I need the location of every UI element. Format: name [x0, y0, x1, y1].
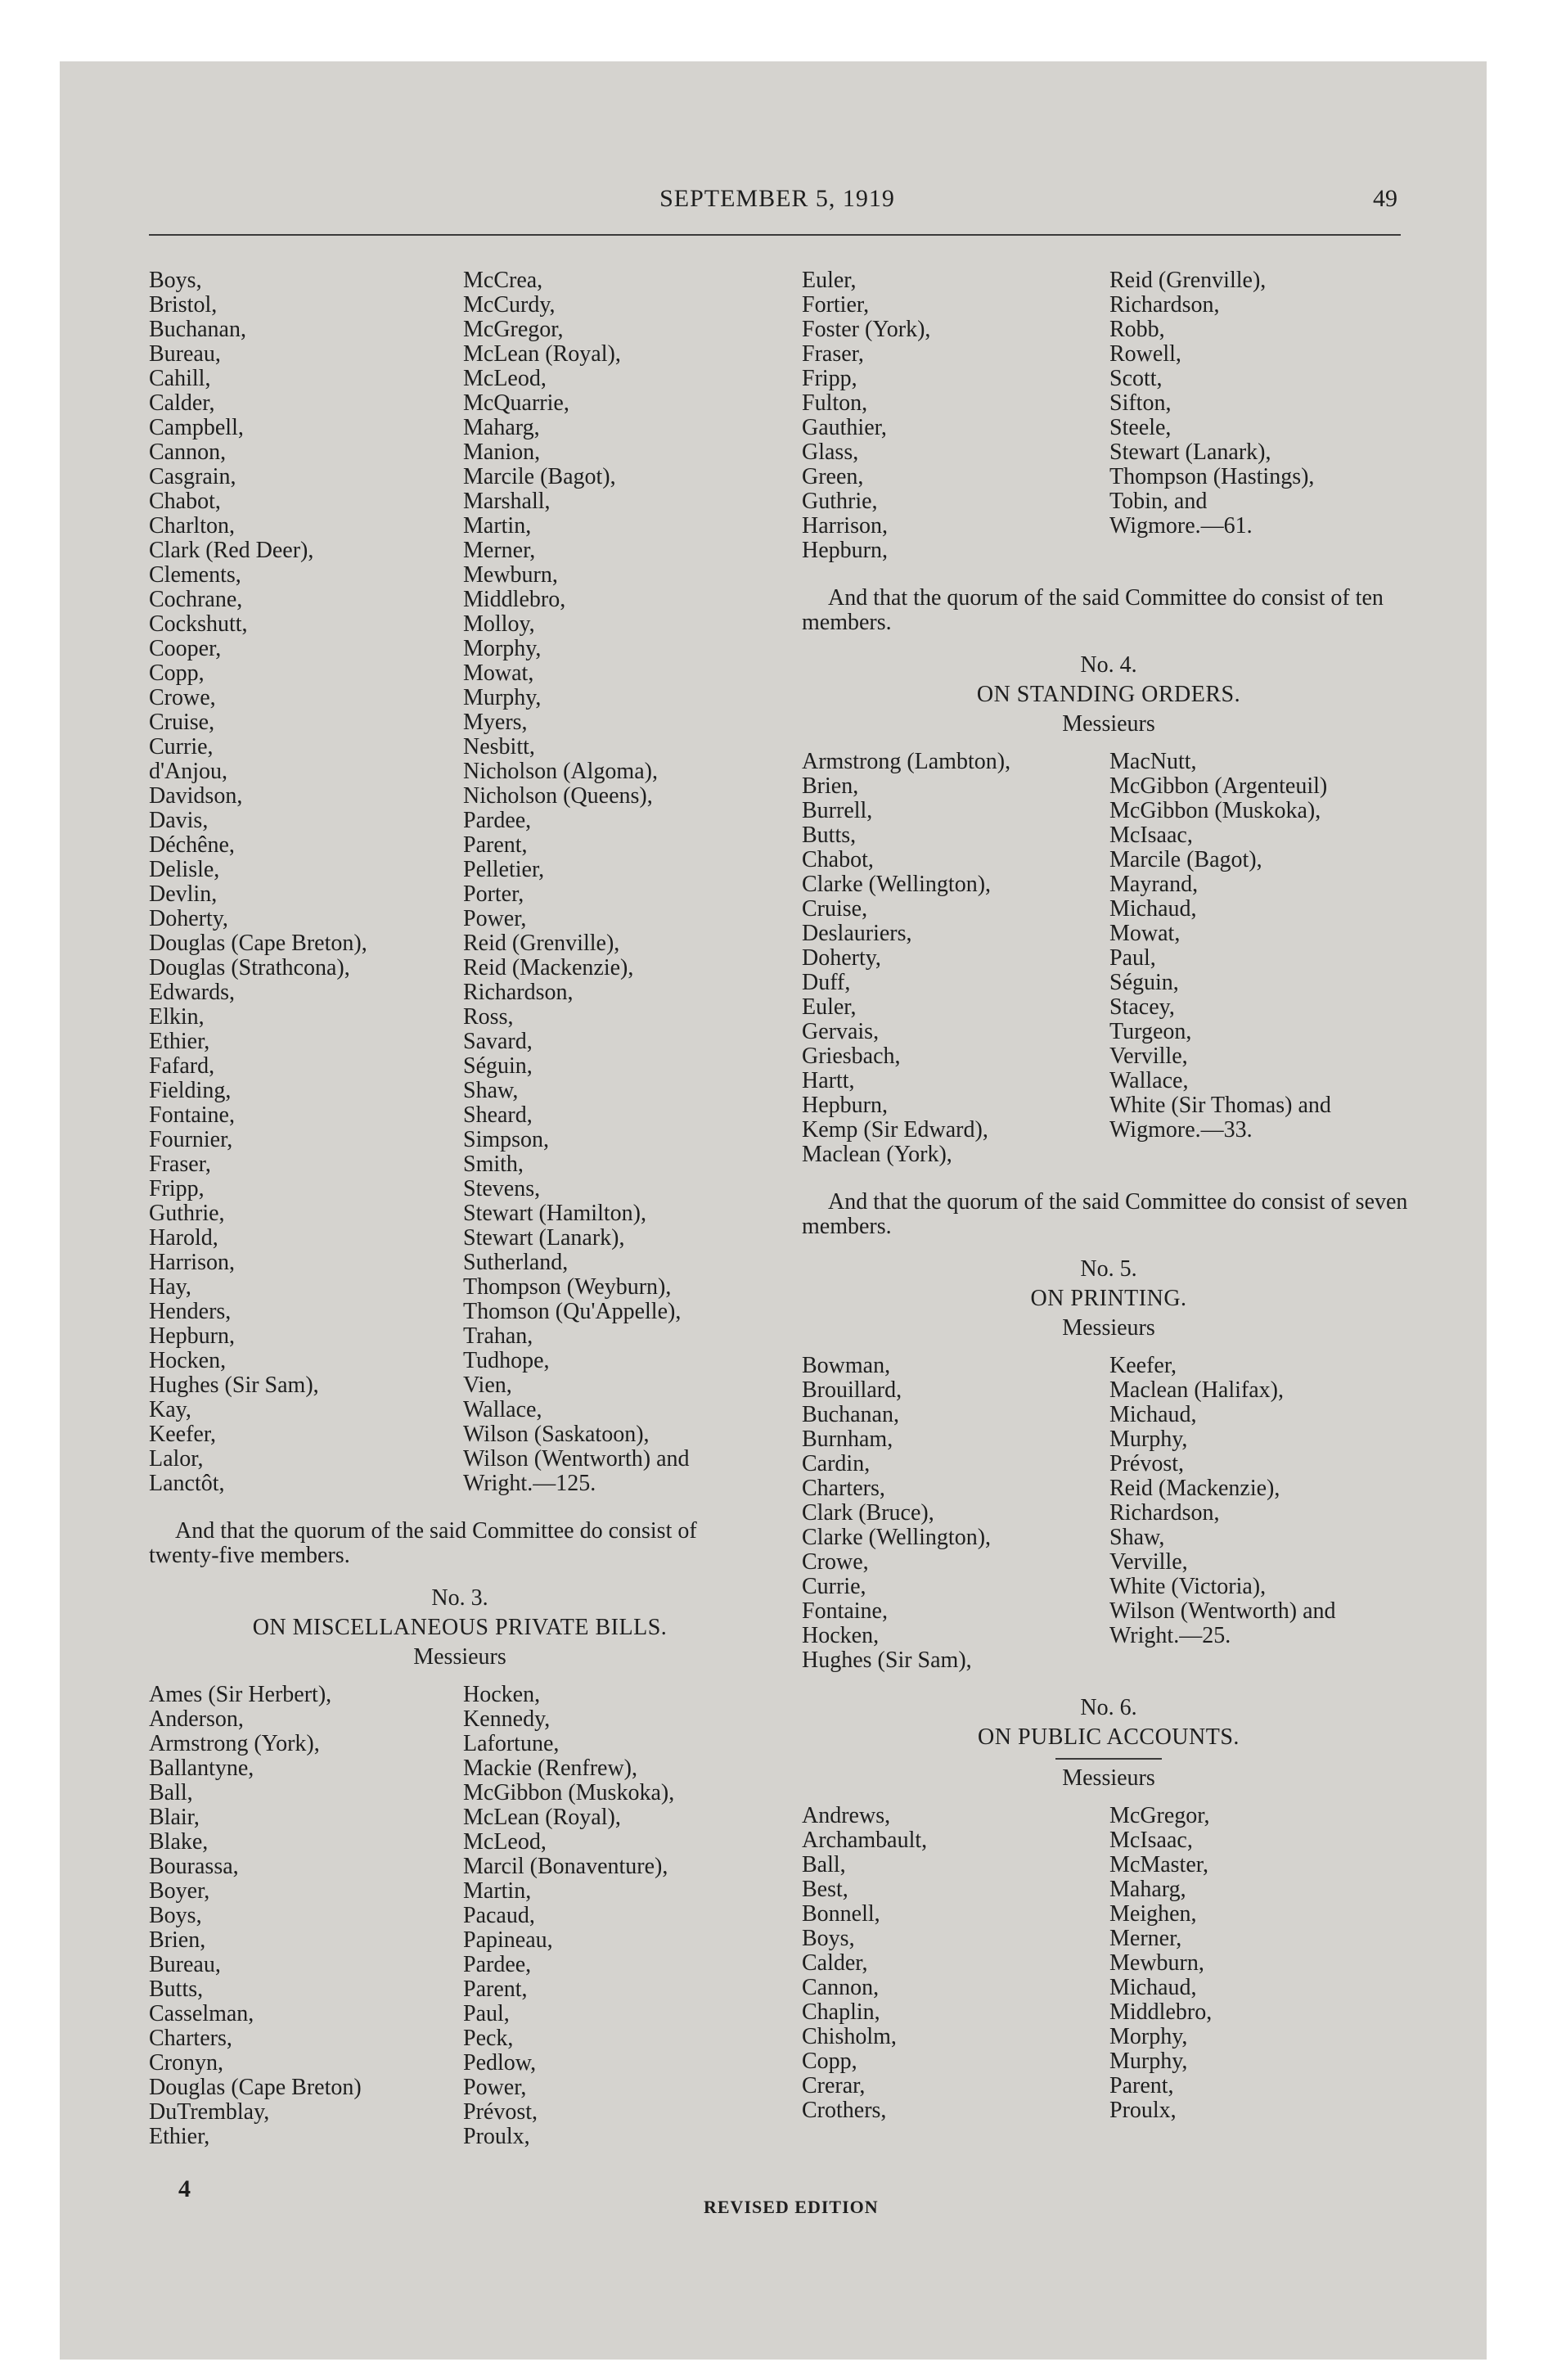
member-name: Cockshutt, — [149, 611, 248, 637]
left-column — [149, 268, 771, 2149]
member-name: Richardson, — [1109, 1500, 1220, 1526]
member-name: Maclean (Halifax), — [1109, 1377, 1284, 1403]
member-name: Bureau, — [149, 341, 221, 367]
member-list — [1109, 1804, 1415, 2123]
member-name: Bristol, — [149, 292, 218, 318]
member-name: Shaw, — [463, 1078, 519, 1103]
committee-5-members — [802, 1354, 1415, 1673]
member-name: Blair, — [149, 1805, 200, 1830]
member-name: Rowell, — [1109, 341, 1181, 367]
member-name: Manion, — [463, 439, 541, 465]
member-name: Andrews, — [802, 1803, 891, 1828]
member-name: Smith, — [463, 1152, 524, 1177]
member-name: Chisholm, — [802, 2024, 897, 2049]
member-name: McMaster, — [1109, 1852, 1208, 1877]
member-name: Séguin, — [463, 1053, 533, 1079]
page-title: SEPTEMBER 5, 1919 — [659, 185, 895, 212]
member-name: Cardin, — [802, 1451, 871, 1476]
member-name: Cooper, — [149, 636, 222, 661]
member-name: Lanctôt, — [149, 1471, 225, 1496]
member-name: Pelletier, — [463, 857, 545, 882]
member-name: Keefer, — [1109, 1353, 1177, 1378]
member-name: Blake, — [149, 1829, 209, 1855]
member-name: Thomson (Qu'Appelle), — [463, 1299, 682, 1324]
member-name: Wallace, — [1109, 1068, 1189, 1093]
member-name: Armstrong (Lambton), — [802, 749, 1011, 774]
member-name: Hay, — [149, 1274, 191, 1300]
member-name: Fielding, — [149, 1078, 232, 1103]
member-name: Cannon, — [802, 1975, 880, 2000]
member-name: Parent, — [463, 1977, 528, 2002]
member-name: Archambault, — [802, 1828, 928, 1853]
member-name: McGibbon (Argenteuil) — [1109, 773, 1328, 799]
member-name: Reid (Grenville), — [1109, 268, 1267, 293]
page-number: 49 — [1373, 185, 1397, 212]
member-list — [802, 1354, 1109, 1673]
member-list — [463, 1683, 771, 2149]
member-name: Marcile (Bagot), — [463, 464, 616, 489]
member-name: Verville, — [1109, 1044, 1188, 1069]
member-name: Duff, — [802, 970, 851, 995]
member-list — [463, 268, 771, 1496]
member-name: Chaplin, — [802, 1999, 880, 2025]
member-name: Copp, — [802, 2049, 857, 2074]
member-name: Douglas (Strathcona), — [149, 955, 350, 980]
member-name: Marshall, — [463, 489, 551, 514]
member-name: Prévost, — [1109, 1451, 1184, 1476]
member-name: Elkin, — [149, 1004, 205, 1030]
member-name: Fraser, — [802, 341, 864, 367]
member-name: Butts, — [802, 823, 857, 848]
member-name: Ames (Sir Herbert), — [149, 1682, 332, 1707]
member-name: Savard, — [463, 1029, 533, 1054]
member-name: Ballantyne, — [149, 1756, 254, 1781]
member-name: Pacaud, — [463, 1903, 535, 1928]
member-name: Papineau, — [463, 1927, 553, 1953]
member-name: Guthrie, — [802, 489, 878, 514]
committee-3 — [149, 1586, 771, 2149]
member-name: Clarke (Wellington), — [802, 1525, 992, 1550]
member-name: McGregor, — [463, 317, 564, 342]
member-name: Fraser, — [149, 1152, 211, 1177]
member-name: Pedlow, — [463, 2050, 537, 2076]
messieurs-heading: Messieurs — [1062, 711, 1155, 737]
member-name: Meighen, — [1109, 1901, 1197, 1927]
member-name: Doherty, — [149, 906, 228, 931]
member-name: Hocken, — [463, 1682, 541, 1707]
member-name: Ball, — [149, 1780, 193, 1805]
member-name: McIsaac, — [1109, 1828, 1193, 1853]
right-column — [802, 268, 1415, 2123]
member-name: McLeod, — [463, 366, 547, 391]
member-name: Pardee, — [463, 1952, 532, 1977]
member-name: Butts, — [149, 1977, 204, 2002]
member-name: Turgeon, — [1109, 1019, 1192, 1044]
member-name: Michaud, — [1109, 1402, 1197, 1427]
member-name: Campbell, — [149, 415, 244, 440]
member-name: Mewburn, — [1109, 1950, 1204, 1976]
member-name: Fortier, — [802, 292, 870, 318]
member-name: Glass, — [802, 439, 859, 465]
member-name: Maharg, — [1109, 1877, 1186, 1902]
member-name: Sifton, — [1109, 390, 1172, 416]
member-name: Middlebro, — [1109, 1999, 1213, 2025]
member-name: Prévost, — [463, 2099, 538, 2125]
member-name: Wilson (Wentworth) and — [1109, 1598, 1336, 1624]
running-head — [139, 187, 1415, 219]
member-name: Hocken, — [802, 1623, 880, 1648]
member-name: d'Anjou, — [149, 759, 228, 784]
committee-2-members-continued — [802, 268, 1415, 563]
member-name: Thompson (Weyburn), — [463, 1274, 672, 1300]
member-list — [1109, 1354, 1415, 1673]
member-name: Keefer, — [149, 1422, 217, 1447]
member-name: Henders, — [149, 1299, 232, 1324]
member-name: McLean (Royal), — [463, 1805, 621, 1830]
member-name: Lafortune, — [463, 1731, 560, 1756]
member-list — [802, 750, 1109, 1167]
header-rule — [149, 234, 1401, 236]
member-name: Cahill, — [149, 366, 211, 391]
member-name: Séguin, — [1109, 970, 1179, 995]
member-name: Steele, — [1109, 415, 1172, 440]
member-name: Stewart (Lanark), — [1109, 439, 1271, 465]
member-name: McGibbon (Muskoka), — [463, 1780, 675, 1805]
member-name: Calder, — [149, 390, 215, 416]
member-name: Guthrie, — [149, 1201, 225, 1226]
member-name: Myers, — [463, 710, 528, 735]
member-name: Fontaine, — [149, 1102, 235, 1128]
member-name: Sheard, — [463, 1102, 533, 1128]
edition-label: REVISED EDITION — [704, 2197, 879, 2217]
member-name: Mowat, — [1109, 921, 1181, 946]
member-name: Reid (Mackenzie), — [463, 955, 634, 980]
member-name: Clarke (Wellington), — [802, 872, 992, 897]
member-name: Verville, — [1109, 1549, 1188, 1575]
member-name: Boys, — [149, 1903, 202, 1928]
committee-title: ON PRINTING. — [1030, 1286, 1187, 1311]
member-name: Maharg, — [463, 415, 540, 440]
member-name: Morphy, — [463, 636, 542, 661]
member-name: Harold, — [149, 1225, 218, 1251]
member-name: Bowman, — [802, 1353, 891, 1378]
member-name: Fafard, — [149, 1053, 215, 1079]
member-name: Parent, — [463, 832, 528, 858]
signature-mark: 4 — [178, 2175, 191, 2202]
member-list — [802, 1804, 1109, 2123]
member-name: Stacey, — [1109, 994, 1175, 1020]
member-list — [149, 268, 463, 1496]
member-name: Doherty, — [802, 945, 881, 971]
member-name: Bourassa, — [149, 1854, 239, 1879]
messieurs-heading: Messieurs — [1062, 1315, 1155, 1341]
member-name: Casgrain, — [149, 464, 236, 489]
member-name: McGibbon (Muskoka), — [1109, 798, 1321, 823]
member-name: Reid (Mackenzie), — [1109, 1476, 1280, 1501]
committee-number: No. 6. — [1080, 1695, 1137, 1720]
member-name: Mowat, — [463, 660, 534, 686]
member-name: Clark (Red Deer), — [149, 538, 314, 563]
member-name: McQuarrie, — [463, 390, 569, 416]
quorum-note: And that the quorum of the said Committee do consist of ten members. — [802, 585, 1384, 635]
member-name: Anderson, — [149, 1706, 244, 1732]
member-name: Fournier, — [149, 1127, 233, 1152]
messieurs-heading: Messieurs — [413, 1644, 506, 1670]
member-name: Michaud, — [1109, 896, 1197, 922]
member-name: Stewart (Hamilton), — [463, 1201, 646, 1226]
committee-2-members — [149, 268, 771, 1496]
member-name: Ball, — [802, 1852, 846, 1877]
member-name: Brien, — [149, 1927, 206, 1953]
messieurs-heading: Messieurs — [1062, 1765, 1155, 1791]
committee-number: No. 3. — [431, 1585, 488, 1611]
member-name: Wallace, — [463, 1397, 542, 1422]
committee-number: No. 4. — [1080, 652, 1137, 678]
quorum-note: And that the quorum of the said Committee do consist of twenty-five members. — [149, 1518, 697, 1568]
member-name: Clark (Bruce), — [802, 1500, 934, 1526]
member-name: Tobin, and — [1109, 489, 1208, 514]
member-name: Griesbach, — [802, 1044, 901, 1069]
member-name: Kemp (Sir Edward), — [802, 1117, 988, 1143]
member-name: Parent, — [1109, 2073, 1174, 2098]
quorum-note: And that the quorum of the said Committee do consist of seven members. — [802, 1189, 1408, 1239]
member-name: Hughes (Sir Sam), — [802, 1648, 972, 1673]
member-name: Murphy, — [1109, 1427, 1188, 1452]
member-name: Michaud, — [1109, 1975, 1197, 2000]
member-name: Marcil (Bonaventure), — [463, 1854, 668, 1879]
member-name: Cannon, — [149, 439, 227, 465]
member-name: Stevens, — [463, 1176, 541, 1201]
member-name: Mewburn, — [463, 562, 558, 588]
member-name: Wigmore.—61. — [1109, 513, 1253, 539]
member-name: Calder, — [802, 1950, 868, 1976]
member-name: Hughes (Sir Sam), — [149, 1373, 319, 1398]
member-name: Edwards, — [149, 980, 235, 1005]
member-name: Maclean (York), — [802, 1142, 952, 1167]
member-name: Stewart (Lanark), — [463, 1225, 625, 1251]
member-name: Brien, — [802, 773, 859, 799]
member-name: Buchanan, — [149, 317, 246, 342]
member-name: Paul, — [1109, 945, 1156, 971]
member-name: Shaw, — [1109, 1525, 1165, 1550]
member-name: Power, — [463, 906, 527, 931]
member-name: Thompson (Hastings), — [1109, 464, 1315, 489]
committee-number: No. 5. — [1080, 1256, 1137, 1282]
member-name: Pardee, — [463, 808, 532, 833]
member-name: Proulx, — [463, 2124, 530, 2149]
member-name: DuTremblay, — [149, 2099, 270, 2125]
member-name: Bureau, — [149, 1952, 221, 1977]
member-list — [1109, 268, 1415, 563]
member-name: Kay, — [149, 1397, 191, 1422]
member-name: Martin, — [463, 1878, 532, 1904]
member-name: Boys, — [802, 1926, 855, 1951]
committee-6-members — [802, 1804, 1415, 2123]
member-name: Molloy, — [463, 611, 535, 637]
member-name: Lalor, — [149, 1446, 204, 1472]
member-name: Fripp, — [149, 1176, 205, 1201]
member-name: Boys, — [149, 268, 202, 293]
member-name: Merner, — [1109, 1926, 1182, 1951]
member-name: Harrison, — [802, 513, 888, 539]
member-name: Burrell, — [802, 798, 873, 823]
member-name: Crothers, — [802, 2098, 887, 2123]
committee-3-members — [149, 1683, 771, 2149]
member-name: Peck, — [463, 2026, 514, 2051]
member-list — [802, 268, 1109, 563]
member-name: Hocken, — [149, 1348, 227, 1373]
member-name: McGregor, — [1109, 1803, 1210, 1828]
member-name: Wigmore.—33. — [1109, 1117, 1253, 1143]
member-name: Middlebro, — [463, 587, 566, 612]
member-name: Deslauriers, — [802, 921, 912, 946]
member-name: Richardson, — [1109, 292, 1220, 318]
member-name: Chabot, — [149, 489, 221, 514]
member-name: Reid (Grenville), — [463, 931, 620, 956]
member-name: Davis, — [149, 808, 209, 833]
member-name: Ross, — [463, 1004, 514, 1030]
member-name: Chabot, — [802, 847, 874, 872]
member-name: Mayrand, — [1109, 872, 1199, 897]
member-name: Fontaine, — [802, 1598, 888, 1624]
member-name: Scott, — [1109, 366, 1163, 391]
member-name: Gervais, — [802, 1019, 880, 1044]
member-name: Mackie (Renfrew), — [463, 1756, 638, 1781]
member-name: Porter, — [463, 881, 524, 907]
member-name: Wright.—25. — [1109, 1623, 1231, 1648]
member-name: Foster (York), — [802, 317, 931, 342]
member-name: Vien, — [463, 1373, 512, 1398]
committee-6 — [802, 1696, 1415, 2123]
member-name: Power, — [463, 2075, 527, 2100]
member-name: Currie, — [149, 734, 214, 760]
member-name: Trahan, — [463, 1323, 533, 1349]
member-name: Richardson, — [463, 980, 574, 1005]
member-name: Murphy, — [463, 685, 542, 710]
member-name: Nicholson (Queens), — [463, 783, 653, 809]
member-name: Buchanan, — [802, 1402, 899, 1427]
member-name: MacNutt, — [1109, 749, 1197, 774]
member-name: Euler, — [802, 994, 857, 1020]
member-name: Cronyn, — [149, 2050, 223, 2076]
member-name: Hepburn, — [149, 1323, 235, 1349]
member-name: Fulton, — [802, 390, 868, 416]
member-name: Devlin, — [149, 881, 218, 907]
member-name: Davidson, — [149, 783, 243, 809]
member-name: Wilson (Wentworth) and — [463, 1446, 690, 1472]
member-name: Gauthier, — [802, 415, 887, 440]
member-name: Wright.—125. — [463, 1471, 596, 1496]
member-name: Burnham, — [802, 1427, 893, 1452]
member-name: Douglas (Cape Breton), — [149, 931, 367, 956]
member-name: Kennedy, — [463, 1706, 551, 1732]
member-name: Currie, — [802, 1574, 866, 1599]
member-name: McLeod, — [463, 1829, 547, 1855]
member-name: Harrison, — [149, 1250, 235, 1275]
member-name: Bonnell, — [802, 1901, 880, 1927]
member-name: Douglas (Cape Breton) — [149, 2075, 362, 2100]
member-name: Fripp, — [802, 366, 857, 391]
member-name: Crerar, — [802, 2073, 866, 2098]
committee-4 — [802, 653, 1415, 1239]
member-name: Charters, — [149, 2026, 232, 2051]
member-name: Hepburn, — [802, 538, 888, 563]
member-name: Crowe, — [802, 1549, 869, 1575]
member-name: Boyer, — [149, 1878, 210, 1904]
member-name: Wilson (Saskatoon), — [463, 1422, 650, 1447]
member-name: Proulx, — [1109, 2098, 1177, 2123]
committee-4-members — [802, 750, 1415, 1167]
member-name: Cochrane, — [149, 587, 243, 612]
member-name: Clements, — [149, 562, 241, 588]
member-name: Copp, — [149, 660, 205, 686]
member-name: Cruise, — [149, 710, 215, 735]
member-name: McCurdy, — [463, 292, 556, 318]
member-name: Best, — [802, 1877, 848, 1902]
member-name: McLean (Royal), — [463, 341, 621, 367]
member-name: White (Victoria), — [1109, 1574, 1267, 1599]
member-list — [1109, 750, 1415, 1167]
committee-title: ON STANDING ORDERS. — [976, 682, 1241, 707]
member-name: Déchêne, — [149, 832, 235, 858]
member-name: Charlton, — [149, 513, 235, 539]
journal-page — [139, 164, 1415, 2226]
member-name: Armstrong (York), — [149, 1731, 320, 1756]
member-name: Crowe, — [149, 685, 216, 710]
section-rule — [1055, 1758, 1162, 1760]
member-name: Martin, — [463, 513, 532, 539]
member-name: Hepburn, — [802, 1093, 888, 1118]
member-name: Cruise, — [802, 896, 868, 922]
member-name: Brouillard, — [802, 1377, 902, 1403]
member-list — [149, 1683, 463, 2149]
member-name: Nicholson (Algoma), — [463, 759, 658, 784]
member-name: Euler, — [802, 268, 857, 293]
committee-title: ON PUBLIC ACCOUNTS. — [978, 1724, 1240, 1750]
member-name: Green, — [802, 464, 864, 489]
member-name: McCrea, — [463, 268, 543, 293]
member-name: Morphy, — [1109, 2024, 1188, 2049]
committee-title: ON MISCELLANEOUS PRIVATE BILLS. — [252, 1615, 668, 1640]
member-name: Murphy, — [1109, 2049, 1188, 2074]
member-name: McIsaac, — [1109, 823, 1193, 848]
member-name: Ethier, — [149, 2124, 210, 2149]
member-name: Paul, — [463, 2001, 510, 2026]
member-name: Delisle, — [149, 857, 220, 882]
member-name: Marcile (Bagot), — [1109, 847, 1262, 872]
member-name: Ethier, — [149, 1029, 210, 1054]
member-name: Robb, — [1109, 317, 1165, 342]
member-name: Hartt, — [802, 1068, 855, 1093]
member-name: Casselman, — [149, 2001, 254, 2026]
member-name: Merner, — [463, 538, 536, 563]
committee-5 — [802, 1257, 1415, 1673]
member-name: Tudhope, — [463, 1348, 550, 1373]
member-name: Nesbitt, — [463, 734, 535, 760]
member-name: Simpson, — [463, 1127, 550, 1152]
member-name: Charters, — [802, 1476, 885, 1501]
member-name: White (Sir Thomas) and — [1109, 1093, 1331, 1118]
member-name: Sutherland, — [463, 1250, 569, 1275]
